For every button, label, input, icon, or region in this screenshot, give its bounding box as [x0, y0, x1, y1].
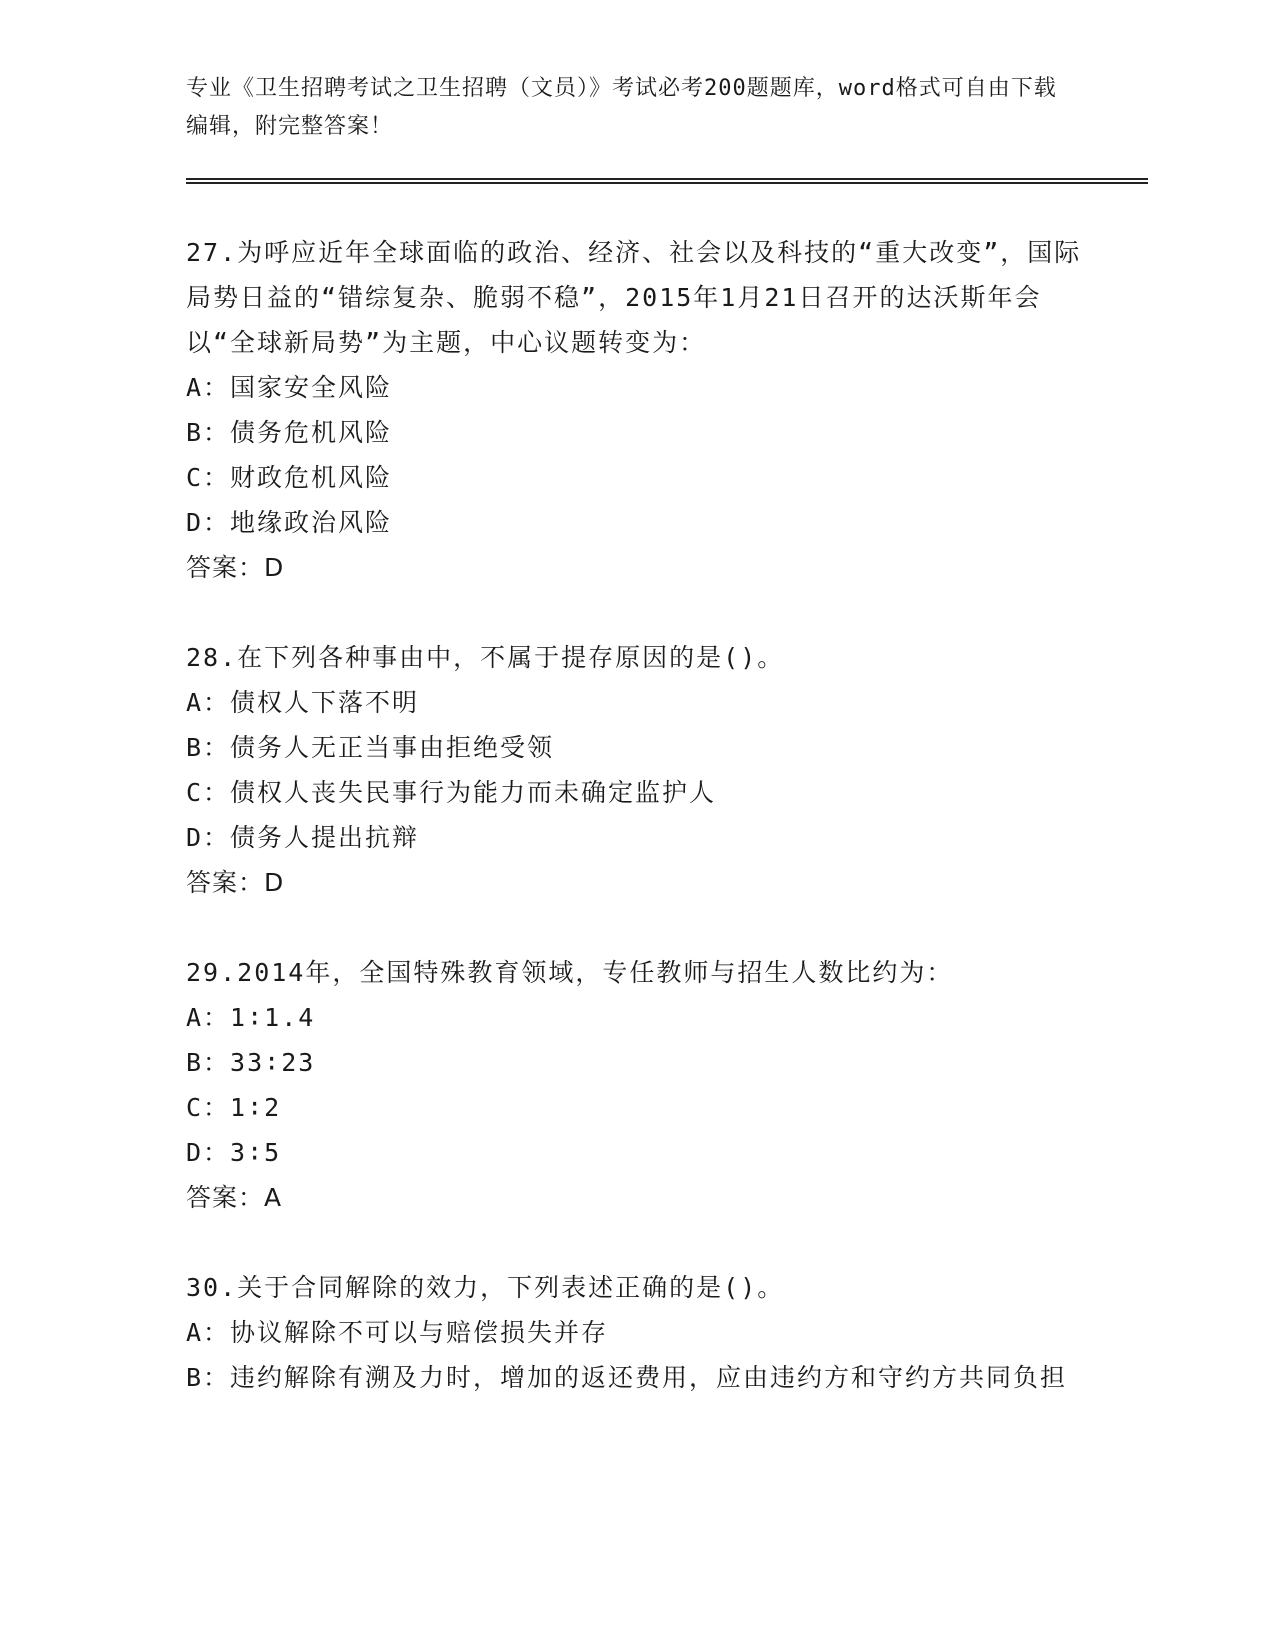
question-29 [186, 950, 1086, 1220]
option-c: C：1∶2 [186, 1093, 282, 1122]
answer: 答案：D [186, 553, 285, 582]
question-text: 30.关于合同解除的效力，下列表述正确的是()。 [186, 1273, 785, 1302]
option-a: A：债权人下落不明 [186, 688, 420, 717]
header-intro: 专业《卫生招聘考试之卫生招聘（文员）》考试必考200题题库，word格式可自由下载编辑，附完整答案！ [186, 76, 1057, 139]
question-27 [186, 230, 1086, 590]
answer: 答案：D [186, 868, 285, 897]
option-a: A：1∶1.4 [186, 1003, 316, 1032]
question-text: 27.为呼应近年全球面临的政治、经济、社会以及科技的“重大改变”，国际局势日益的“错综复杂、脆弱不稳”，2015年1月21日召开的达沃斯年会以“全球新局势”为主题，中心议题转变为： [186, 238, 1082, 357]
answer: 答案：A [186, 1183, 283, 1212]
option-b: B：债务人无正当事由拒绝受领 [186, 733, 555, 762]
option-b: B：违约解除有溯及力时，增加的返还费用，应由违约方和守约方共同负担 [186, 1363, 1068, 1392]
question-list [186, 230, 1086, 1445]
header-divider-top [186, 178, 1148, 180]
question-28 [186, 635, 1086, 905]
option-a: A：协议解除不可以与赔偿损失并存 [186, 1318, 609, 1347]
document-header [186, 70, 1066, 146]
option-b: B：债务危机风险 [186, 418, 393, 447]
question-text: 28.在下列各种事由中，不属于提存原因的是()。 [186, 643, 785, 672]
option-d: D：3∶5 [186, 1138, 282, 1167]
option-c: C：债权人丧失民事行为能力而未确定监护人 [186, 778, 717, 807]
option-d: D：债务人提出抗辩 [186, 823, 420, 852]
option-b: B：33∶23 [186, 1048, 316, 1077]
option-a: A：国家安全风险 [186, 373, 393, 402]
question-30 [186, 1265, 1086, 1400]
option-c: C：财政危机风险 [186, 463, 393, 492]
option-d: D：地缘政治风险 [186, 508, 393, 537]
header-divider-bottom [186, 182, 1148, 184]
question-text: 29.2014年，全国特殊教育领域，专任教师与招生人数比约为： [186, 958, 954, 987]
